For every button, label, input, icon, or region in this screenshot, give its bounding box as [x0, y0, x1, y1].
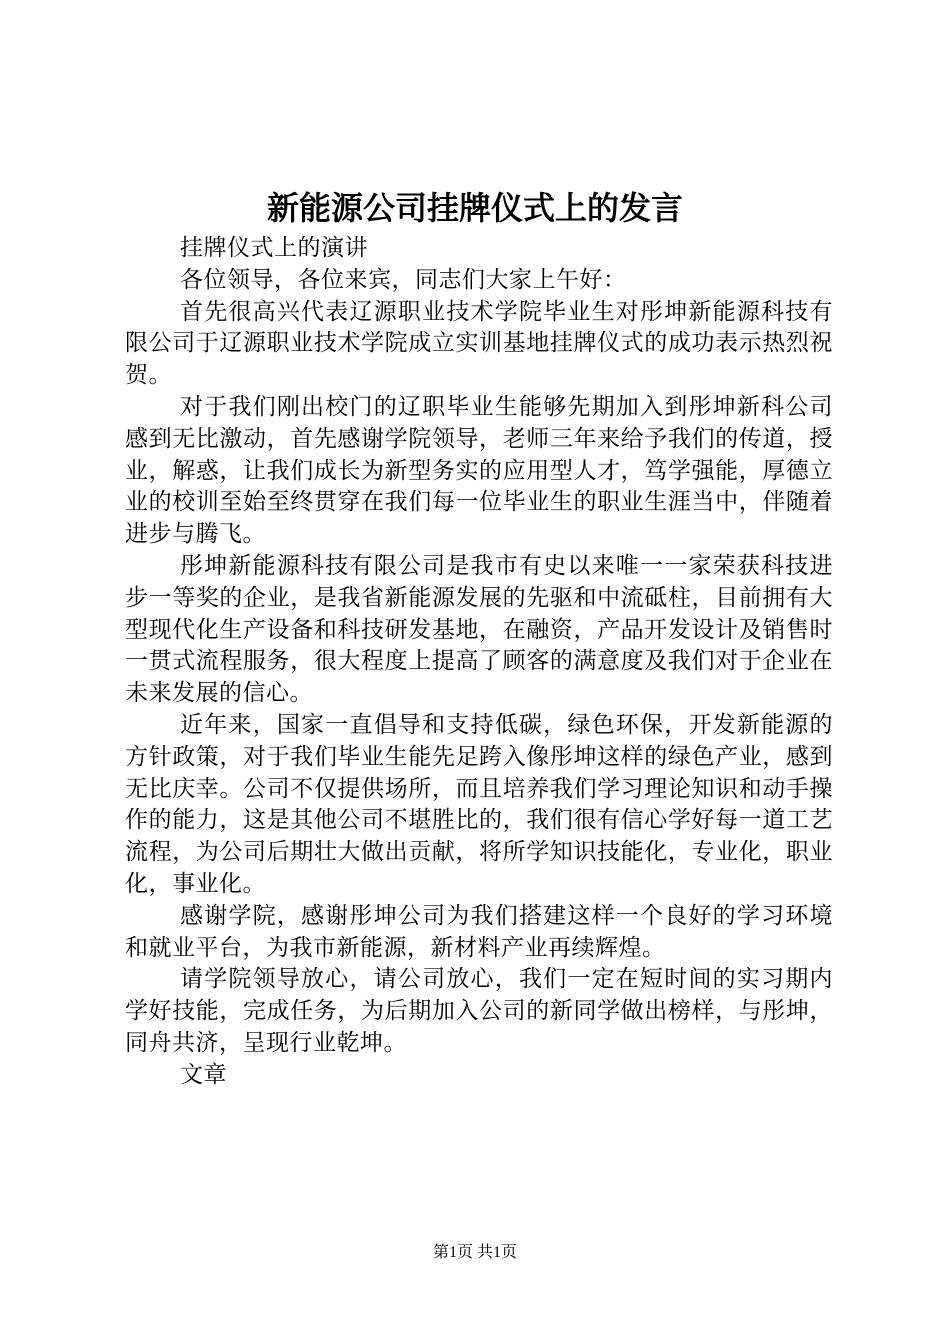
document-body — [125, 233, 833, 1092]
document-title: 新能源公司挂牌仪式上的发言 — [266, 189, 683, 227]
page-footer: 第1页 共1页 — [432, 1244, 517, 1261]
paragraph: 各位领导，各位来宾，同志们大家上午好： — [180, 266, 627, 293]
paragraph: 挂牌仪式上的演讲 — [180, 235, 368, 261]
paragraph: 对于我们刚出校门的辽职毕业生能够先期加入到彤坤新科公司感到无比激动，首先感谢学院领导，老师三年来给予我们的传道，授业，解惑，让我们成长为新型务实的应用型人才，笃学强能，厚德立业的校训至始至终贯穿在我们每一位毕业生的职业生涯当中，伴随着进步与腾飞。 — [125, 393, 833, 548]
paragraph: 近年来，国家一直倡导和支持低碳，绿色环保，开发新能源的方针政策，对于我们毕业生能先足跨入像彤坤这样的绿色产业，感到无比庆幸。公司不仅提供场所，而且培养我们学习理论知识和动手操作的能力，这是其他公司不堪胜比的，我们很有信心学好每一道工艺流程，为公司后期壮大做出贡献，将所学知识技能化，专业化，职业化，事业化。 — [125, 711, 833, 897]
paragraph: 文章 — [180, 1061, 227, 1088]
paragraph: 首先很高兴代表辽源职业技术学院毕业生对彤坤新能源科技有限公司于辽源职业技术学院成立实训基地挂牌仪式的成功表示热烈祝贺。 — [125, 298, 833, 389]
paragraph: 感谢学院，感谢彤坤公司为我们搭建这样一个良好的学习环境和就业平台，为我市新能源，新材料产业再续辉煌。 — [125, 902, 833, 961]
paragraph: 彤坤新能源科技有限公司是我市有史以来唯一一家荣获科技进步一等奖的企业，是我省新能源发展的先驱和中流砥柱，目前拥有大型现代化生产设备和科技研发基地，在融资，产品开发设计及销售时一贯式流程服务，很大程度上提高了顾客的满意度及我们对于企业在未来发展的信心。 — [125, 552, 833, 707]
paragraph: 请学院领导放心，请公司放心，我们一定在短时间的实习期内学好技能，完成任务，为后期加入公司的新同学做出榜样，与彤坤，同舟共济，呈现行业乾坤。 — [125, 966, 833, 1056]
